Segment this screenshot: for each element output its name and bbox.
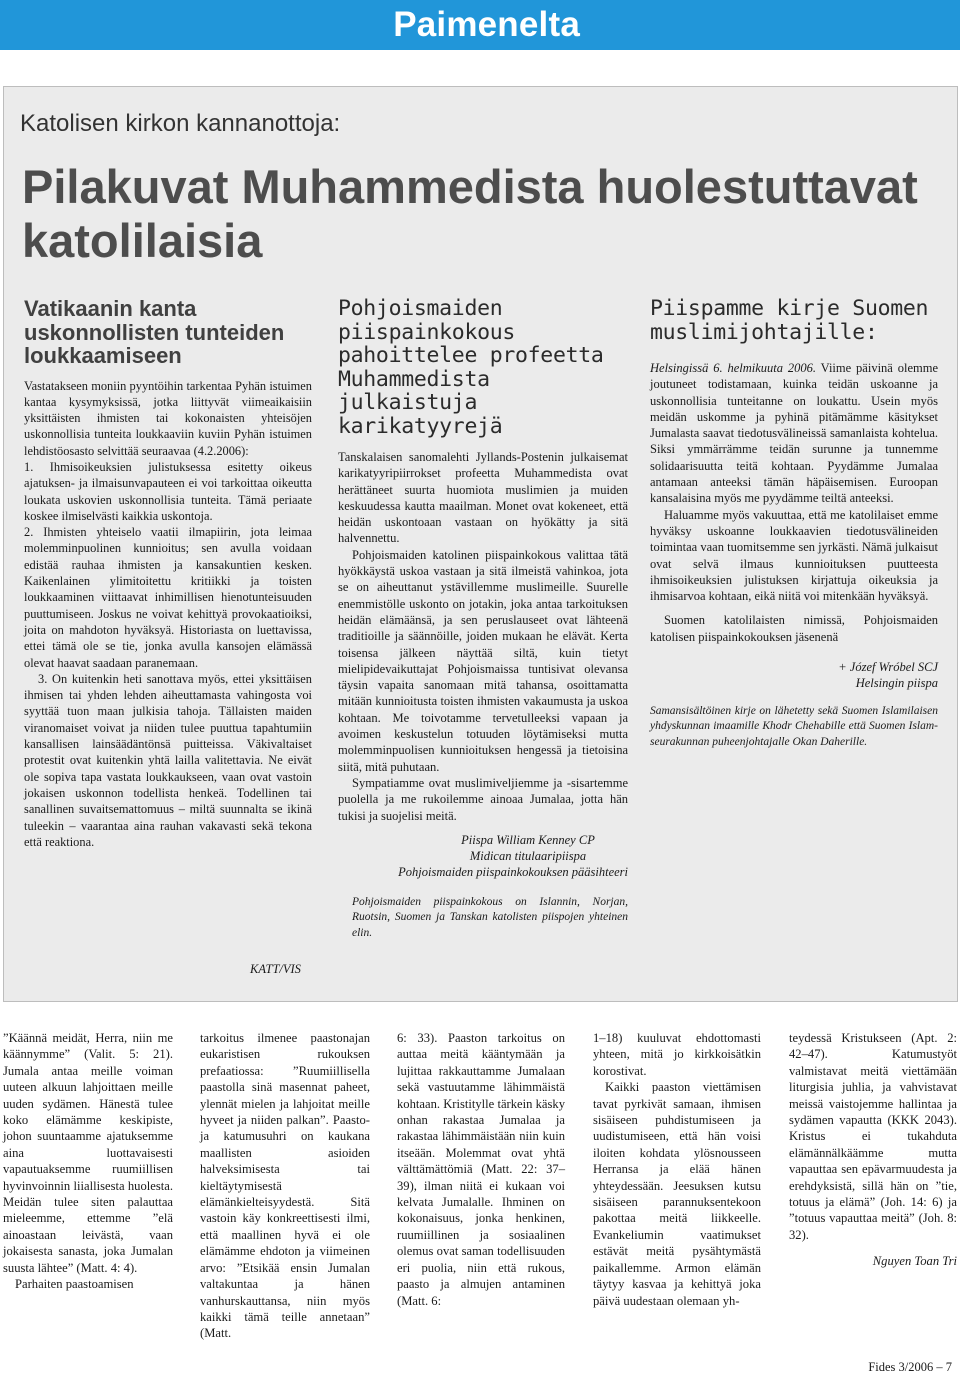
nordic-paragraph-2: Pohjoismaiden katolinen piispainkokous valittaa tätä hyökkäystä uskoa vastaan ja sitä ilmeistä vahinkoa, jota se on aiheuttanut ystävillemme muslimeille. Suurelle enemmistölle uskonto on jotakin, joka antaa tarkoituksen heidän elämäänsä, ja sen peruslauseet ovat lähteenä traditioille ja säännöille, joiden mukaan he elävät. Kerta toisensa jälkeen näyttää siltä, kuin tietyt mielipidevaikuttajat Pohjoismaissa tuntisivat olevansa täysin vapaita sanomaan mitä tahansa, osoittamatta mitään kunnioitusta toisten ihmisten vakaumusta ja uskoa kohtaan. Me toivotamme tervetulleeksi vapaan ja avoimen keskustelun totuuden löytämiseksi mutta molemminpuolisen kunnioituksen hengessä ja tietoisina siitä, mitä puhutaan. [338,547,628,774]
letter-signature-title: Helsingin piispa [855,676,938,691]
letter-footnote: Samansisältöinen kirje on lähetetty sekä Suomen Islamilaisen yhdyskunnan imaamille Khodr Chehabille että Suomen Islam-seurakunnan puheenjohtajalle Okan Daherille. [650,704,938,748]
nordic-paragraph-1: Tanskalaisen sanomalehti Jyllands-Postenin julkaisemat karikatyyripiirrokset profeetta Muhammedista ovat herättäneet suurta huomiota muslimien ja muiden keskuudessa kautta maailman. Monet ovat kokeneet, että heidän uskontoaan vastaan on hyökätty ja sitä halvennettu. [338,450,628,546]
letter-heading: Piispamme kirje Suomen muslimijohtajille: [650,296,929,345]
page-footer: Fides 3/2006 – 7 [868,1360,952,1374]
vatican-heading: Vatikaanin kanta uskonnollisten tunteiden loukkaamiseen [24,296,285,368]
nordic-signature-role: Pohjoismaiden piispainkokouksen pääsihteeri [398,865,628,880]
lower-column-4 [593,1030,761,1309]
bishop-letter-column [650,297,938,750]
nordic-heading: Pohjoismaiden piispainkokous pahoittelee profeetta Muhammedista julkaistuja karikatyyrejä [338,296,604,439]
lower-author: Nguyen Toan Tri [872,1254,957,1269]
letter-paragraph-1-text: Viime päivinä olemme joutuneet todistamaan, kuinka teidän uskoanne ja uskonnollisia tunteitanne on loukattu. Usein myös meidän uskomme ja pyhinä pitämämme käsitykset Jumalasta saavat tiedotusvälineissä samanlaista kohtelua. Siksi ymmärrämme teidän surunne ja tunnemme solidaarisuutta teitä kohtaan. Pyydämme Jumalaa antamaan anteeksi tämän häpäisemisen. Euroopan kansalaisina myös me pyydämme teiltä anteeksi. [650,361,938,506]
masthead-title: Paimenelta [393,5,580,44]
lower-text-2: tarkoitus ilmenee paastonajan eukaristisen rukouksen prefaatiossa: ”Ruumiillisella paastolla sinä masennat paheet, ylennät mielen ja lahjoitat meille hyveet ja niiden palkan”. Paasto- ja katumusuhri on kaukana maallisten asioiden halveksimisesta tai kieltäytymisestä elämänkielteisyydestä. Sitä vastoin käy konkreettisesti ilmi, että maallinen hyvä ei ole elämämme ehdoton ja viimeinen arvo: ”Etsikää ensin Jumalan valtakuntaa ja hänen vanhurskauttansa, niin myös kaikki tämä teille annetaan” (Matt. [200,1031,370,1341]
lower-column-1 [3,1030,173,1293]
vatican-intro: Vastatakseen moniin pyyntöihin tarkentaa Pyhän istuimen kantaa kysymyksissä, jotka liittyvät viimeaikaisiin yksittäisten ihmisten tai kokonaisten yhteisöjen uskonnollisia tunteita loukkaaviin kuviin Pyhän istuimen lehdistöosasto selvittää seuraavaa (4.2.2006): [24,378,312,458]
vatican-point-3: 3. On kuitenkin heti sanottava myös, ettei yksittäisen ihmisen tai yhden lehden aiheuttamasta vahingosta voi syyttää tuon maan julkisia tahoja. Tällaisten maiden viranomaiset voivat ja niiden tulee puuttua tapahtumiin kansallisen lainsäädäntönsä puitteissa. Väkivaltaiset protestit ovat kuitenkin yhtä lailla valitettavia. Ne eivät ole sopiva tapa vastata loukkaukseen, vaan ovat vastoin jokaisen uskonnon todellista henkeä. Todellinen tai sanallinen suvaitsemattomuus – miltä suunnalta se ikinä tuleekin – vaarantaa aina rauhan vakavasti sekä tekona että reaktiona. [24,671,312,849]
lower-text-1b: Parhaiten paastoamisen [15,1277,134,1292]
lower-column-3 [397,1030,565,1309]
lower-column-2 [200,1030,370,1342]
letter-paragraph-3: Suomen katolilaisten nimissä, Pohjoismaiden katolisen piispainkokouksen jäsenenä [650,613,938,644]
vatican-point-1: 1. Ihmisoikeuksien julistuksessa esitetty oikeus ajatuksen- ja ilmaisunvapauteen ei voi tarkoittaa oikeutta loukata uskovien uskonnollisia tunteita. Tämä periaate koskee ilmiselvästi kaikkia uskontoja. [24,459,312,523]
nordic-bishops-column [338,297,628,941]
letter-paragraph-1 [650,360,938,507]
letter-paragraph-2: Haluamme myös vakuuttaa, että me katolilaiset emme hyväksy uskoanne loukkaavien tiedotusvälineiden toimintaa vaan tuomitsemme sen jyrkästi. Nämä julkaisut ovat selvä ilmaus kunnioituksen puutteesta ihmisoikeuksien julistuksen kirjattuja oikeuksia ja ihmisarvoa kohtaan, eikä niitä voi mitenkään hyväksyä. [650,507,938,604]
masthead-banner [0,0,960,50]
nordic-signature-title: Midican titulaaripiispa [469,849,587,864]
letter-signature-name: + Józef Wróbel SCJ [838,660,938,675]
article-headline: Pilakuvat Muhammedista huolestuttavat katolilaisia [22,160,918,267]
lower-column-5 [789,1030,957,1270]
lower-text-4a: 1–18) kuuluvat ehdottomasti yhteen, mitä jo kirkkoisätkin korostivat. [593,1031,761,1078]
letter-date: Helsingissä 6. helmikuuta 2006. [650,361,817,375]
lower-text-5: teydessä Kristukseen (Apt. 2: 42–47). Katumustyöt valmistavat meitä viettämään liturgisia juhlia, ja vahvistavat meissä vaistojemme hallintaa ja sydämen vapautta (KKK 2043). Kristus ei tukahduta elämännälkäämme mutta vapauttaa sen epävarmuudesta ja erehdyksistä, sillä hän on ”tie, totuus ja elämä” (Joh. 14: 6) ja ”totuus vapauttaa meitä” (Joh. 8: 32). [789,1031,957,1242]
nordic-footnote: Pohjoismaiden piispainkokous on Islannin, Norjan, Ruotsin, Suomen ja Tanskan katolisten piispojen yhteinen elin. [352,895,628,939]
vatican-point-2: 2. Ihmisten yhteiselo vaatii ilmapiirin, jota leimaa molemminpuolinen kunnioitus; sen avulla voidaan edistää rauhaa ihmisten ja kansakuntien kesken. Kaikenlainen ylimitoitettu kritiikki ja toisten loukkaaminen viittaavat inhimillisen hienotunteisuuden puuttumiseen. Joskus ne voivat kehittyä provokaatioiksi, joita on mahdoton hyväksyä. Historiasta on luettavissa, ettei tämä ole se tie, jonka avulla kansojen elämässä olevat haavat saadaan paranemaan. [24,525,312,670]
lower-text-4b: Kaikki paaston viettämisen tavat pyrkivät samaan, ihmisen sisäiseen puhdistumiseen ja uudistumiseen, että hän voisi iloiten kohdata ylösnousseen Herransa ja elää hänen yhteydessään. Jeesuksen kutsu sisäiseen parannuksentekoon pakottaa meitä liikkeelle. Evankeliumin vaatimukset estävät meitä pysähtymästä paikallemme. Armon elämän täytyy kasvaa ja kehittyä joka päivä uudestaan olemaan yh- [593,1080,761,1308]
article-kicker: Katolisen kirkon kannanottoja: [20,110,341,137]
lower-text-3: 6: 33). Paaston tarkoitus on auttaa meitä kääntymään ja lujittaa rakkauttamme Jumalaan sekä vastuutamme lähimmäistä kohtaan. Kristitylle tärkein käsky onhan rakastaa Jumalaa ja rakastaa lähimmäistään niin kuin itseään. Molemmat ovat yhtä välttämättömiä (Matt. 22: 37–39), ilman niitä ei kukaan voi kelvata Jumalalle. Ihminen on kokonaisuus, jonka henkinen, ruumiillinen ja sosiaalinen olemus ovat saman todellisuuden eri puolia, niin että rukous, paasto ja almujen antaminen (Matt. 6: [397,1031,565,1308]
vatican-source: KATT/VIS [250,962,301,976]
lower-text-1: ”Käännä meidät, Herra, niin me käännymme” (Valit. 5: 21). Jumala antaa meille voiman uuteen alkuun lahjoittaen meille uuden sydämen. Hänestä tulee koko elämämme keskipiste, johon suuntaamme ajatuksemme aina luottavaisesti vapautuaksemme ruumiillisen hyvinvoinnin liiallisesta huolesta. Meidän tulee siten palauttaa mieleemme, ettemme ”elä ainoastaan leivästä, vaan jokaisesta sanasta, joka Jumalan suusta lähtee” (Matt. 4: 4). [3,1031,173,1275]
nordic-signature-name: Piispa William Kenney CP [461,832,595,847]
vatican-column [24,297,312,850]
nordic-paragraph-3: Sympatiamme ovat muslimiveljiemme ja -sisartemme puolella ja me rukoilemme ainoaa Jumalaa, jotta hän tukisi ja suojelisi meitä. [338,775,628,823]
